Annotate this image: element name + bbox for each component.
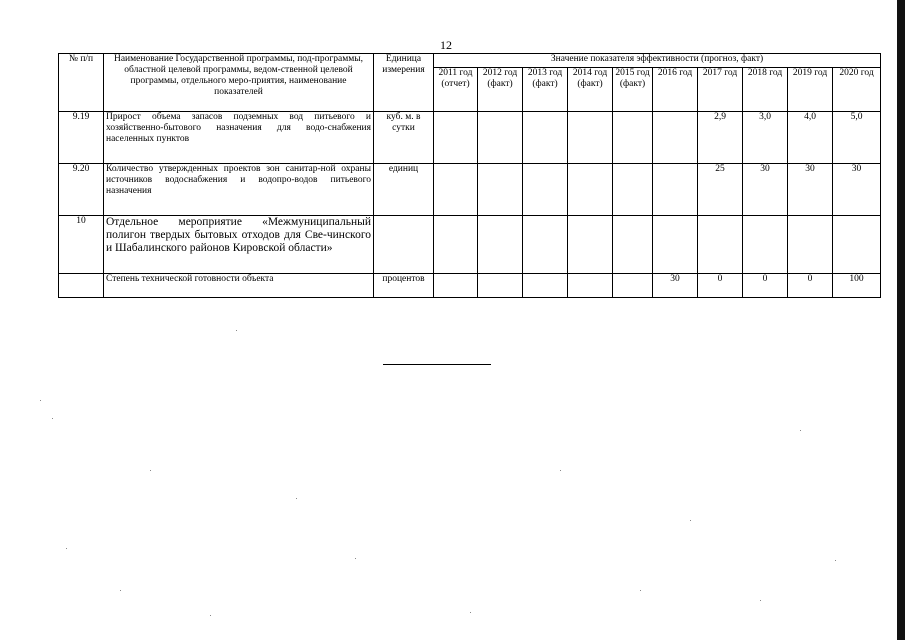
row-value: [653, 164, 698, 216]
row-value: [434, 274, 478, 298]
page-number: 12: [440, 38, 452, 52]
scan-speckle: [470, 612, 471, 613]
row-name: Прирост объема запасов подземных вод питьевого и хозяйственно-бытового назначения для водо-снабжения населенных пунктов: [104, 112, 374, 164]
row-value: [613, 216, 653, 274]
row-value: [434, 216, 478, 274]
row-unit: куб. м. в сутки: [374, 112, 434, 164]
row-value: [478, 164, 523, 216]
row-value: 0: [743, 274, 788, 298]
row-name: Степень технической готовности объекта: [104, 274, 374, 298]
row-value: [613, 274, 653, 298]
scan-speckle: [120, 590, 121, 591]
scan-speckle: [52, 418, 53, 419]
header-year: 2019 год: [788, 68, 833, 112]
row-value: [613, 164, 653, 216]
header-year: 2014 год (факт): [568, 68, 613, 112]
row-value: 100: [833, 274, 881, 298]
scan-speckle: [40, 400, 41, 401]
row-value: 25: [698, 164, 743, 216]
row-unit: [374, 216, 434, 274]
row-value: 3,0: [743, 112, 788, 164]
table-body: [59, 112, 881, 298]
header-values-title: Значение показателя эффективности (прогноз, факт): [434, 54, 881, 68]
row-name: Количество утвержденных проектов зон санитар-ной охраны источников водоснабжения и водопро-водов питьевого назначения: [104, 164, 374, 216]
indicators-table: [58, 53, 881, 298]
row-value: [434, 164, 478, 216]
row-value: 4,0: [788, 112, 833, 164]
row-num: 10: [59, 216, 104, 274]
row-value: [523, 274, 568, 298]
header-year: 2012 год (факт): [478, 68, 523, 112]
row-value: [833, 216, 881, 274]
table-row: [59, 216, 881, 274]
row-value: [434, 112, 478, 164]
scan-speckle: [150, 470, 151, 471]
header-year: 2018 год: [743, 68, 788, 112]
table-row: [59, 112, 881, 164]
scan-speckle: [640, 590, 641, 591]
row-value: [613, 112, 653, 164]
row-value: [568, 164, 613, 216]
row-unit: единиц: [374, 164, 434, 216]
scan-speckle: [560, 470, 561, 471]
scan-speckle: [296, 498, 297, 499]
row-value: [653, 112, 698, 164]
header-unit: Единица измерения: [374, 54, 434, 112]
row-value: [568, 112, 613, 164]
scan-speckle: [835, 560, 836, 561]
row-value: [788, 216, 833, 274]
closing-rule: [383, 364, 491, 365]
row-unit: процентов: [374, 274, 434, 298]
row-num: 9.20: [59, 164, 104, 216]
row-value: 0: [788, 274, 833, 298]
row-value: 30: [743, 164, 788, 216]
row-value: [478, 216, 523, 274]
row-num: 9.19: [59, 112, 104, 164]
row-value: [698, 216, 743, 274]
header-num: № п/п: [59, 54, 104, 112]
scan-speckle: [355, 558, 356, 559]
row-value: [523, 164, 568, 216]
row-num: [59, 274, 104, 298]
scan-speckle: [236, 330, 237, 331]
row-value: [478, 112, 523, 164]
header-year: 2017 год: [698, 68, 743, 112]
row-value: [523, 216, 568, 274]
row-value: [478, 274, 523, 298]
row-value: 5,0: [833, 112, 881, 164]
header-name: Наименование Государственной программы, под-программы, областной целевой программы, ведом-ственной целевой программы, отдельного меро-приятия, наименование показателей: [104, 54, 374, 112]
row-value: [743, 216, 788, 274]
table-row: [59, 274, 881, 298]
row-value: 2,9: [698, 112, 743, 164]
row-value: 30: [653, 274, 698, 298]
scan-edge-bar: [897, 0, 905, 640]
header-year: 2016 год: [653, 68, 698, 112]
scan-speckle: [800, 430, 801, 431]
row-value: [568, 216, 613, 274]
row-value: [653, 216, 698, 274]
row-name: Отдельное мероприятие «Межмуниципальный полигон твердых бытовых отходов для Све-чинского и Шабалинского районов Кировской области»: [104, 216, 374, 274]
header-year: 2020 год: [833, 68, 881, 112]
scan-speckle: [210, 615, 211, 616]
table-row: [59, 164, 881, 216]
row-value: 0: [698, 274, 743, 298]
row-value: 30: [788, 164, 833, 216]
row-value: [568, 274, 613, 298]
header-year: 2015 год (факт): [613, 68, 653, 112]
row-value: 30: [833, 164, 881, 216]
scan-speckle: [66, 548, 67, 549]
scan-speckle: [690, 520, 691, 521]
header-year: 2013 год (факт): [523, 68, 568, 112]
scan-speckle: [760, 600, 761, 601]
row-value: [523, 112, 568, 164]
header-year: 2011 год (отчет): [434, 68, 478, 112]
